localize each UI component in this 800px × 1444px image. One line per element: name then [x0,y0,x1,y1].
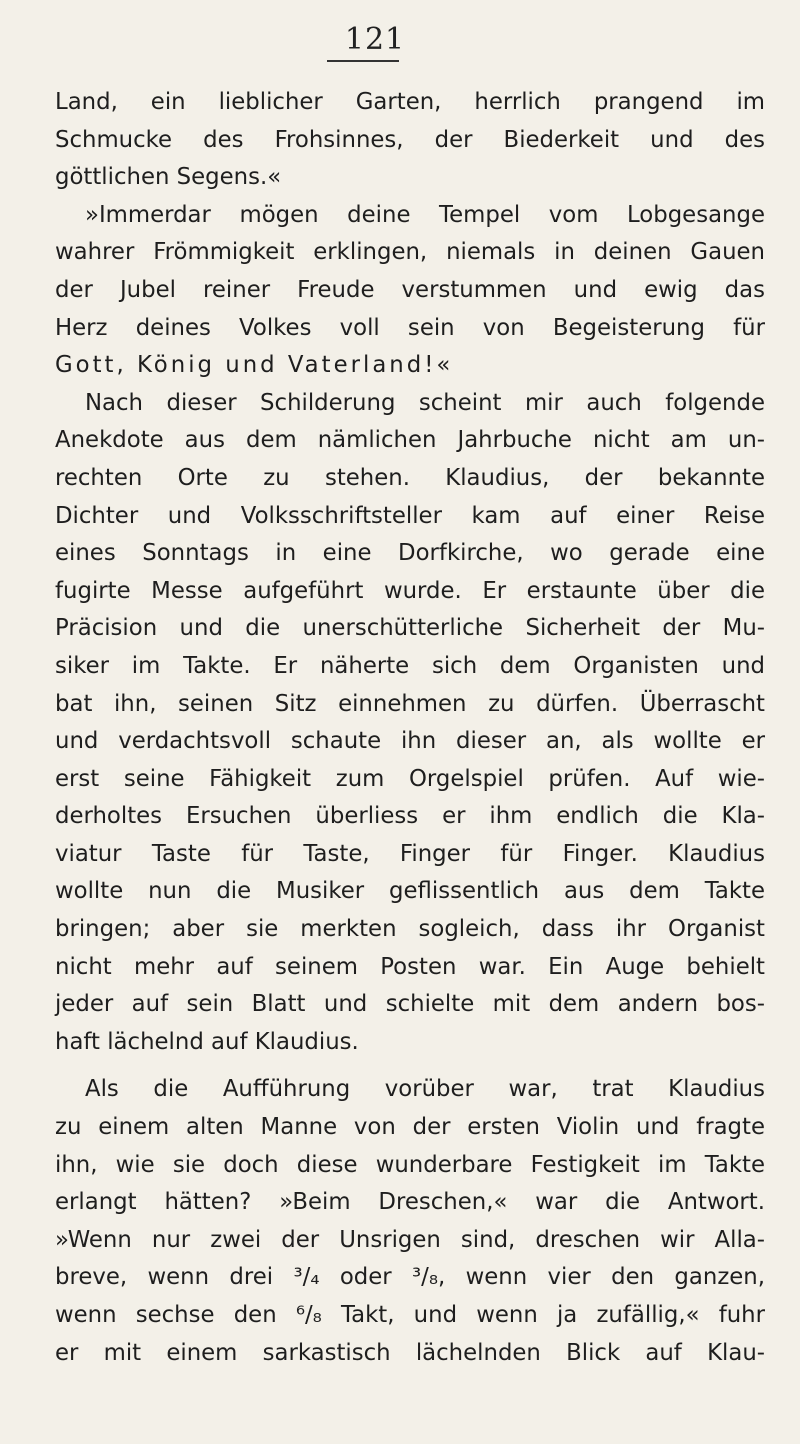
text-line: und verdachtsvoll schaute ihn dieser an, als wollte er [55,728,765,755]
text-line: der Jubel reiner Freude verstummen und ewig das [55,276,765,303]
text-line: rechten Orte zu stehen. Klaudius, der bekannte [55,464,765,491]
text-line: haft lächelnd auf Klaudius. [55,1028,359,1055]
text-line: breve, wenn drei ³/₄ oder ³/₈, wenn vier den ganzen, [55,1264,765,1291]
text-line: Schmucke des Frohsinnes, der Biederkeit und des [55,126,765,153]
text-line: zu einem alten Manne von der ersten Violin und fragte [55,1114,765,1141]
text-line: er mit einem sarkastisch lächelnden Blick auf Klau- [55,1339,765,1366]
text-line: Dichter und Volksschriftsteller kam auf einer Reise [55,502,765,529]
body-text [55,84,765,1372]
text-line: Anekdote aus dem nämlichen Jahrbuche nicht am un- [55,427,765,454]
text-line: bringen; aber sie merkten sogleich, dass ihr Organist [55,916,765,943]
text-line: jeder auf sein Blatt und schielte mit dem andern bos- [55,991,765,1018]
text-line: Präcision und die unerschütterliche Sicherheit der Mu- [55,615,765,642]
text-line: Land, ein lieblicher Garten, herrlich prangend im [55,89,765,115]
text-line: eines Sonntags in eine Dorfkirche, wo gerade eine [55,540,765,567]
text-line: fugirte Messe aufgeführt wurde. Er erstaunte über die [55,577,765,604]
text-line: »Immerdar mögen deine Tempel vom Lobgesange [85,201,765,228]
text-line: Gott, König und Vaterland!« [55,352,454,379]
page-number: 121 [344,22,406,57]
text-line: göttlichen Segens.« [55,164,282,191]
text-line: bat ihn, seinen Sitz einnehmen zu dürfen. Überrascht [55,690,765,717]
text-line: nicht mehr auf seinem Posten war. Ein Auge behielt [55,953,765,980]
header-rule [327,60,399,62]
text-line: siker im Takte. Er näherte sich dem Organisten und [55,652,765,679]
text-line: erst seine Fähigkeit zum Orgelspiel prüfen. Auf wie- [55,765,765,792]
text-line: wenn sechse den ⁶/₈ Takt, und wenn ja zufällig,« fuhr [55,1302,765,1328]
text-line: wahrer Frömmigkeit erklingen, niemals in deinen Gauen [55,239,765,266]
text-line: viatur Taste für Taste, Finger für Finger. Klaudius [55,840,765,867]
text-line: Herz deines Volkes voll sein von Begeisterung für [55,314,765,341]
text-line: Nach dieser Schilderung scheint mir auch folgende [85,389,765,416]
text-line: derholtes Ersuchen überliess er ihm endlich die Kla- [55,803,765,830]
text-line: »Wenn nur zwei der Unsrigen sind, dreschen wir Alla- [55,1226,765,1253]
text-line: ihn, wie sie doch diese wunderbare Festigkeit im Takte [55,1151,765,1178]
text-line: wollte nun die Musiker geflissentlich aus dem Takte [55,878,765,905]
text-line: erlangt hätten? »Beim Dreschen,« war die Antwort. [55,1189,765,1216]
text-line: Als die Aufführung vorüber war, trat Klaudius [85,1076,765,1103]
